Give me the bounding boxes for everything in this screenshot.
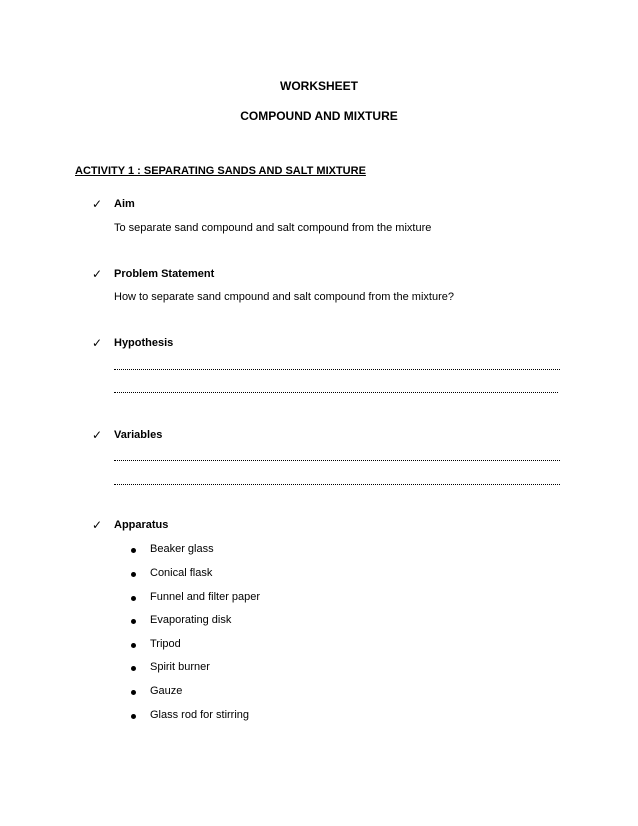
checkmark-icon: ✓	[92, 428, 103, 442]
problem-statement-text: How to separate sand cmpound and salt compound from the mixture?	[114, 291, 454, 303]
checkmark-icon: ✓	[92, 267, 103, 281]
apparatus-item: Tripod	[150, 638, 181, 650]
hypothesis-heading: Hypothesis	[114, 337, 174, 349]
worksheet-title: WORKSHEET	[280, 79, 358, 93]
aim-heading: Aim	[114, 198, 135, 210]
bullet-icon	[131, 572, 136, 577]
apparatus-item: Evaporating disk	[150, 614, 232, 626]
hypothesis-answer-line-2[interactable]	[114, 392, 558, 393]
bullet-icon	[131, 548, 136, 553]
variables-answer-line-1[interactable]	[114, 460, 560, 461]
hypothesis-answer-line-1[interactable]	[114, 369, 560, 370]
aim-text: To separate sand compound and salt compound from the mixture	[114, 222, 432, 234]
bullet-icon	[131, 690, 136, 695]
worksheet-subtitle: COMPOUND AND MIXTURE	[240, 109, 398, 123]
bullet-icon	[131, 714, 136, 719]
bullet-icon	[131, 619, 136, 624]
bullet-icon	[131, 666, 136, 671]
checkmark-icon: ✓	[92, 518, 103, 532]
apparatus-item: Spirit burner	[150, 661, 210, 673]
variables-heading: Variables	[114, 429, 163, 441]
activity-heading: ACTIVITY 1 : SEPARATING SANDS AND SALT MIXTURE	[75, 165, 366, 177]
variables-answer-line-2[interactable]	[114, 484, 560, 485]
apparatus-item: Gauze	[150, 685, 183, 697]
apparatus-item: Conical flask	[150, 567, 213, 579]
bullet-icon	[131, 596, 136, 601]
apparatus-item: Funnel and filter paper	[150, 591, 261, 603]
checkmark-icon: ✓	[92, 336, 103, 350]
checkmark-icon: ✓	[92, 197, 103, 211]
bullet-icon	[131, 643, 136, 648]
apparatus-item: Beaker glass	[150, 543, 214, 555]
apparatus-heading: Apparatus	[114, 519, 169, 531]
apparatus-item: Glass rod for stirring	[150, 709, 250, 721]
problem-statement-heading: Problem Statement	[114, 268, 215, 280]
